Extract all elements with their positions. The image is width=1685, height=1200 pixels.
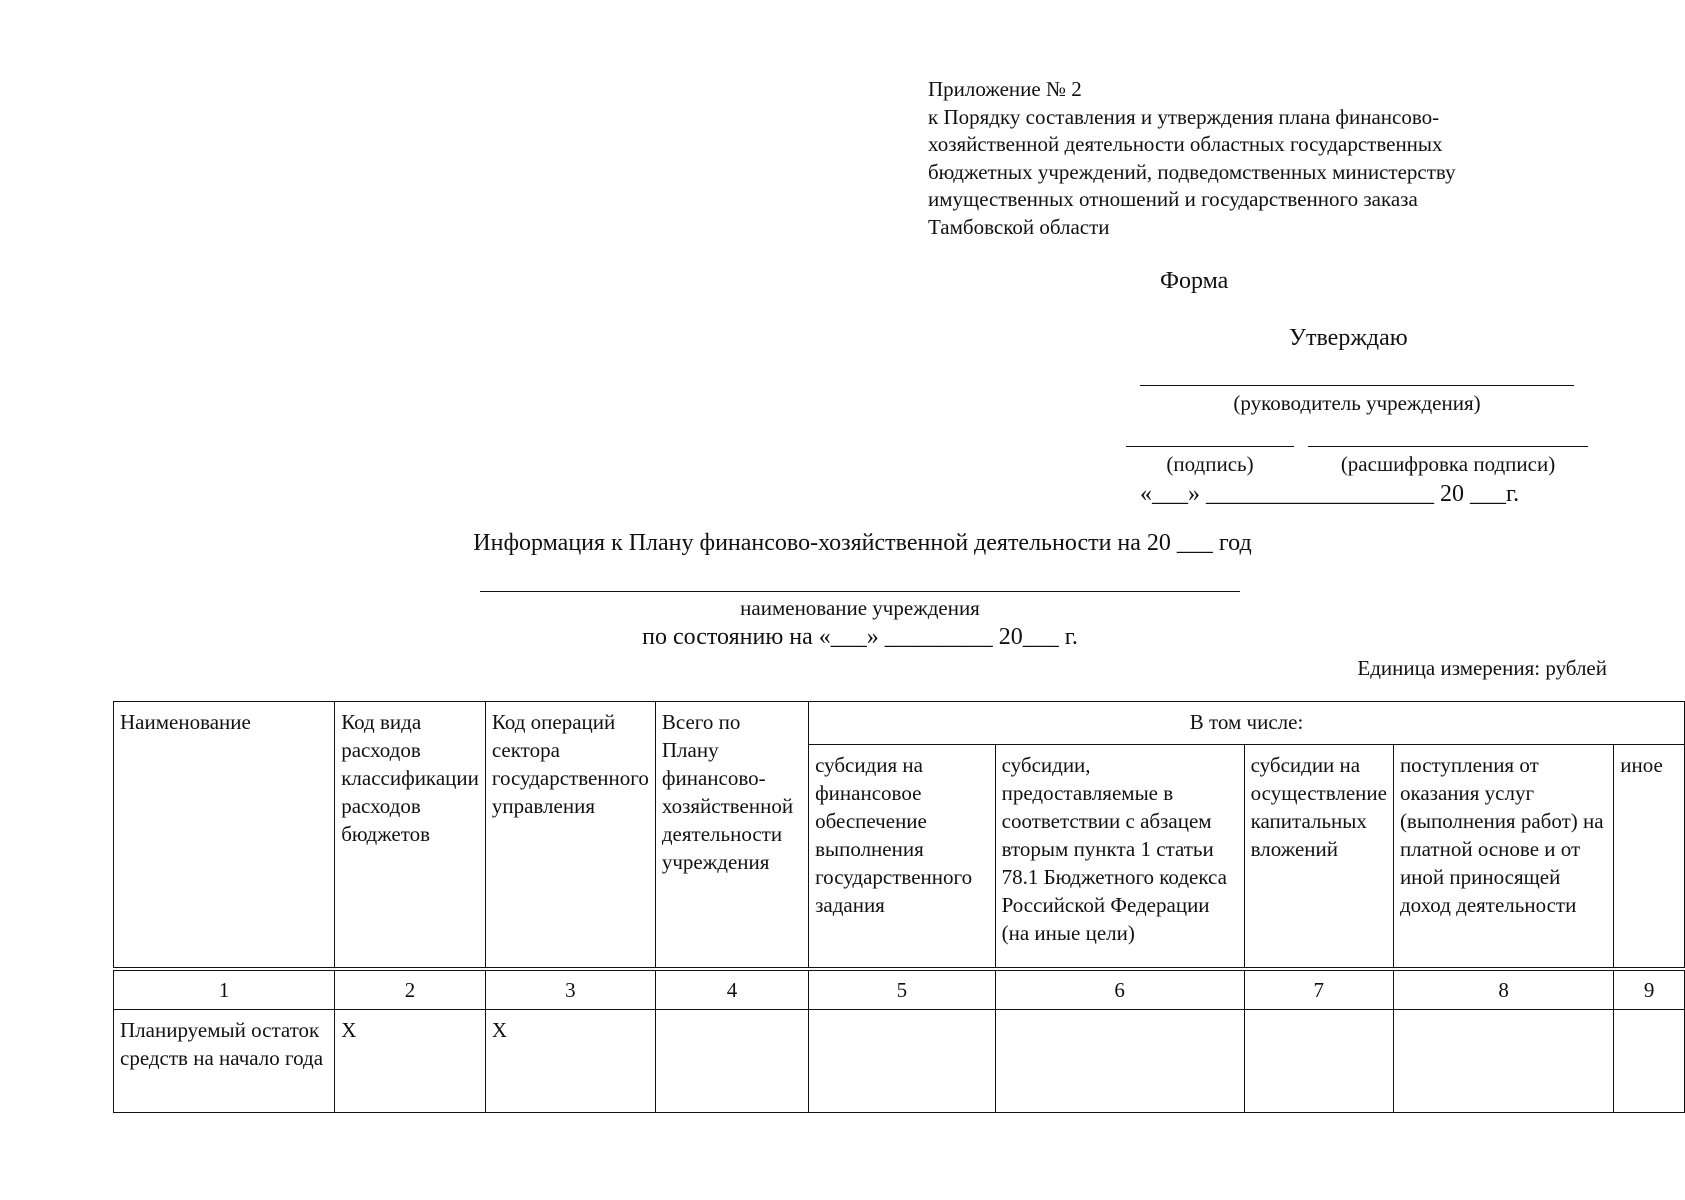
- column-number: 9: [1614, 969, 1685, 1010]
- table-row: [114, 1010, 1685, 1113]
- appendix-line: к Порядку составления и утверждения плана финансово-: [928, 104, 1440, 129]
- row-subsidy-task: [809, 1010, 996, 1113]
- appendix-line: имущественных отношений и государственного заказа: [928, 187, 1418, 211]
- row-total: [655, 1010, 808, 1113]
- row-paid-services: [1393, 1010, 1613, 1113]
- head-caption: (руководитель учреждения): [1233, 391, 1481, 415]
- institution-line: [480, 591, 1240, 592]
- head-signature-line: [1140, 385, 1574, 386]
- document-title: Информация к Плану финансово-хозяйственной деятельности на 20 ___ год: [473, 530, 1252, 556]
- appendix-line: хозяйственной деятельности областных государственных: [928, 132, 1443, 156]
- header-paid-services: поступления от оказания услуг (выполнения работ) на платной основе и от иной приносящей доход деятельности: [1393, 745, 1613, 970]
- form-label: Форма: [1160, 268, 1229, 294]
- row-kvr: Х: [335, 1010, 486, 1113]
- header-kosgu: Код операций сектора государственного управления: [485, 702, 655, 970]
- row-kosgu: Х: [485, 1010, 655, 1113]
- row-subsidy-capital: [1244, 1010, 1393, 1113]
- header-total: Всего по Плану финансово-хозяйственной деятельности учреждения: [655, 702, 808, 970]
- row-other: [1614, 1010, 1685, 1113]
- as-of-line: по состоянию на «___» _________ 20___ г.: [642, 624, 1078, 650]
- column-number: 6: [995, 969, 1244, 1010]
- decoding-line: [1308, 446, 1588, 447]
- row-name: Планируемый остаток средств на начало года: [114, 1010, 335, 1113]
- appendix-line: Приложение № 2: [928, 77, 1082, 101]
- column-number: 8: [1393, 969, 1613, 1010]
- appendix-line: Тамбовской области: [928, 214, 1110, 239]
- column-number: 7: [1244, 969, 1393, 1010]
- institution-caption: наименование учреждения: [740, 596, 980, 620]
- column-number-row: [114, 969, 1685, 1010]
- plan-info-table: [113, 701, 1685, 1113]
- header-subsidy-other: субсидии, предоставляемые в соответствии с абзацем вторым пункта 1 статьи 78.1 Бюджетного кодекса Российской Федерации (на иные цели): [995, 745, 1244, 970]
- header-other: иное: [1614, 745, 1685, 970]
- signature-caption: (подпись): [1166, 452, 1254, 476]
- appendix-line: бюджетных учреждений, подведомственных министерству: [928, 159, 1456, 184]
- row-subsidy-other: [995, 1010, 1244, 1113]
- column-number: 5: [809, 969, 996, 1010]
- header-including: В том числе:: [809, 702, 1685, 745]
- unit-of-measure: Единица измерения: рублей: [1357, 656, 1607, 680]
- appendix-header: [928, 76, 1648, 241]
- header-name: Наименование: [114, 702, 335, 970]
- header-subsidy-capital: субсидии на осуществление капитальных вложений: [1244, 745, 1393, 970]
- header-kvr: Код вида расходов классификации расходов бюджетов: [335, 702, 486, 970]
- signature-line: [1126, 446, 1294, 447]
- column-number: 2: [335, 969, 486, 1010]
- column-number: 1: [114, 969, 335, 1010]
- column-number: 3: [485, 969, 655, 1010]
- decoding-caption: (расшифровка подписи): [1340, 452, 1556, 476]
- column-number: 4: [655, 969, 808, 1010]
- approval-date-line: «___» ___________________ 20 ___г.: [1140, 481, 1520, 507]
- approval-title: Утверждаю: [1289, 325, 1408, 351]
- header-subsidy-task: субсидия на финансовое обеспечение выполнения государственного задания: [809, 745, 996, 970]
